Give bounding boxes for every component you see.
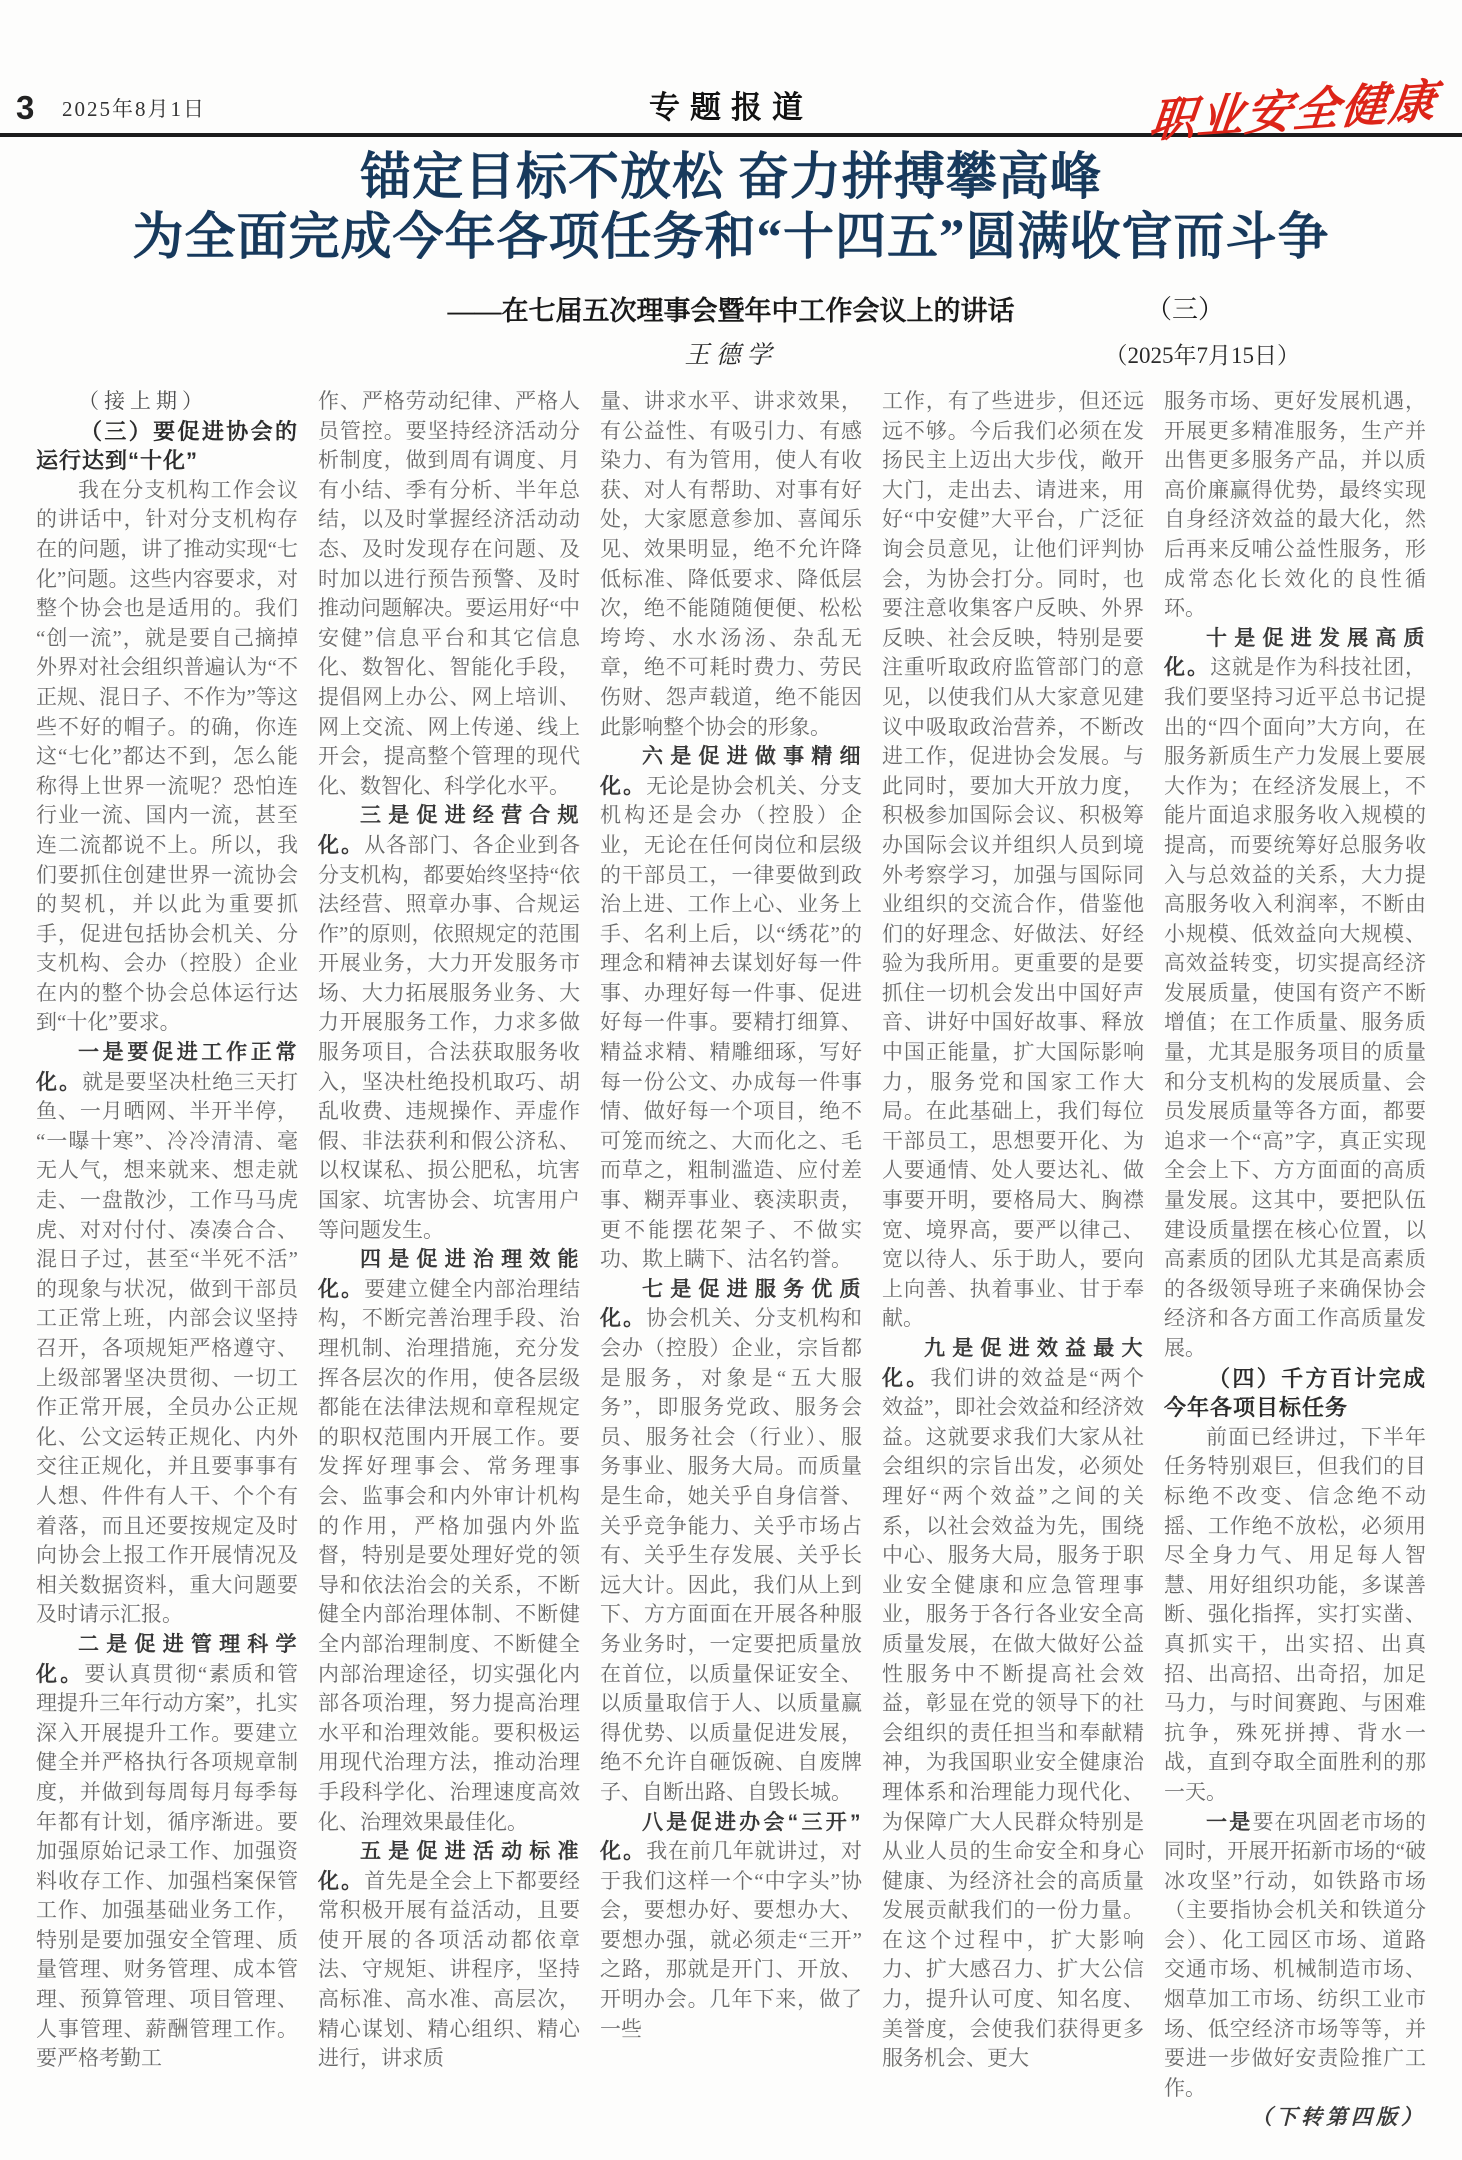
continued-paragraph: 作、严格劳动纪律、严格人员管控。要坚持经济活动分析制度，做到周有调度、月有小结、季有分析、半年总结，以及时掌握经济活动动态、及时发现存在问题、及时加以进行预告预警、及时推动问题解决。要运用好“中安健”信息平台和其它信息化、数智化、智能化手段，提倡网上办公、网上培训、网上交流、网上传递、线上开会，提高整个管理的现代化、数智化、科学化水平。	[318, 389, 580, 798]
speech-date: （2025年7月15日）	[1104, 343, 1300, 368]
paragraph-lead: 一是要促进工作正常化。	[36, 1041, 298, 1094]
paragraph: 八是促进办会“三开”化。我在前几年就讲过，对于我们这样一个“中字头”协会，要想办好、要想办大、要想办强，就必须走“三开”之路，那就是开门、开放、开明办会。几年下来，做了一些	[600, 1810, 863, 2041]
article-column-5	[1164, 387, 1426, 2151]
author-name: 王德学	[684, 342, 778, 369]
continued-on-page-note: （下转第四版）	[1251, 2105, 1426, 2130]
paragraph: 九是促进效益最大化。我们讲的效益是“两个效益”，即社会效益和经济效益。这就要求我们大家从社会组织的宗旨出发，必须处理好“两个效益”之间的关系，以社会效益为先，围绕中心、服务大局，服务于职业安全健康和应急管理事业，服务于各行各业安全高质量发展，在做大做好公益性服务中不断提高社会效益，彰显在党的领导下的社会组织的责任担当和奉献精神，为我国职业安全健康治理体系和治理能力现代化、为保障广大人民群众特别是从业人员的生命安全和身心健康、为经济社会的高质量发展贡献我们的一份力量。在这个过程中，扩大影响力、扩大感召力、扩大公信力，提升认可度、知名度、美誉度，会使我们获得更多服务机会、更大	[882, 1337, 1145, 2071]
publication-date: 2025年8月1日	[62, 97, 206, 121]
page-header	[0, 0, 1462, 148]
speech-subtitle: ——在七届五次理事会暨年中工作会议上的讲话	[447, 296, 1015, 326]
paragraph: 二是促进管理科学化。要认真贯彻“素质和管理提升三年行动方案”，扎实深入开展提升工作。要建立健全并严格执行各项规章制度，并做到每周每月每季每年都有计划，循序渐进。要加强原始记录工作、加强资料收存工作、加强档案保管工作、加强基础业务工作，特别是要加强安全管理、质量管理、财务管理、成本管理、预算管理、项目管理、人事管理、薪酬管理工作。要严格考勤工	[36, 1632, 299, 2071]
paragraph: 三是促进经营合规化。从各部门、各企业到各分支机构，都要始终坚持“依法经营、照章办事、合规运作”的原则，依照规定的范围开展业务，大力开发服务市场、大力拓展服务业务、大力开展服务工作，力求多做服务项目，合法获取服务收入，坚决杜绝投机取巧、胡乱收费、违规操作、弄虚作假、非法获利和假公济私、以权谋私、损公肥私，坑害国家、坑害协会、坑害用户等问题发生。	[318, 804, 581, 1242]
paragraph: 一是要在巩固老市场的同时，开展开拓新市场的“破冰攻坚”行动，如铁路市场（主要指协会机关和铁道分会）、化工园区市场、道路交通市场、机械制造市场、烟草加工市场、纺织工业市场、低空经济市场等等，并要进一步做好安责险推广工作。	[1164, 1809, 1427, 2100]
article-columns	[0, 369, 1462, 2151]
article-column-2	[318, 387, 580, 2151]
paragraph-lead: 九是促进效益最大化。	[882, 1337, 1144, 1390]
continued-note: （接上期）	[78, 389, 208, 413]
installment-number: （三）	[1145, 295, 1224, 324]
paragraph: 七是促进服务优质化。协会机关、分支机构和会办（控股）企业，宗旨都是服务，对象是“五大服务”，即服务党政、服务会员、服务社会（行业）、服务事业、服务大局。而质量是生命，她关乎自身信誉、关乎竞争能力、关乎市场占有、关乎生存发展、关乎长远大计。因此，我们从上到下、方方面面在开展各种服务业务时，一定要把质量放在首位，以质量保证安全、以质量取信于人、以质量赢得优势、以质量促进发展，绝不允许自砸饭碗、自废牌子、自断出路、自毁长城。	[600, 1277, 863, 1804]
paragraph: 十是促进发展高质化。这就是作为科技社团，我们要坚持习近平总书记提出的“四个面向”大方向，在服务新质生产力发展上要展大作为；在经济发展上，不能片面追求服务收入规模的提高，而要统筹好总服务收入与总效益的关系，大力提高服务收入利润率，不断由小规模、低效益向大规模、高效益转变，切实提高经济发展质量，使国有资产不断增值；在工作质量、服务质量，尤其是服务项目的质量和分支机构的发展质量、会员发展质量等各方面，都要追求一个“高”字，真正实现全会上下、方方面面的高质量发展。这其中，要把队伍建设质量摆在核心位置，以高素质的团队尤其是高素质的各级领导班子来确保协会经济和各方面工作高质量发展。	[1164, 626, 1427, 1360]
newspaper-masthead-logo: 职业安全健康	[1147, 75, 1440, 148]
paragraph-lead: 二是促进管理科学化。	[36, 1632, 298, 1686]
section-heading: （三）要促进协会的运行达到“十化”	[36, 418, 298, 474]
section-heading: （四）千方百计完成今年各项目标任务	[1164, 1365, 1426, 1421]
continued-paragraph: 工作，有了些进步，但还远远不够。今后我们必须在发扬民主上迈出大步伐，敞开大门，走出去、请进来，用好“中安健”大平台，广泛征询会员意见，让他们评判协会，为协会打分。同时，也要注意收集客户反映、外界反映、社会反映，特别是要注重听取政府监管部门的意见，以使我们从大家意见建议中吸取政治营养，不断改进工作，促进协会发展。与此同时，要加大开放力度，积极参加国际会议、积极筹办国际会议并组织人员到境外考察学习，加强与国际同业组织的交流合作，借鉴他们的好理念、好做法、好经验为我所用。更重要的是要抓住一切机会发出中国好声音、讲好中国好故事、释放中国正能量，扩大国际影响力，服务党和国家工作大局。在此基础上，我们每位干部员工，思想要开化、为人要通情、处人要达礼、做事要开明，要格局大、胸襟宽、境界高，要严以律己、宽以待人、乐于助人，要向上向善、执着事业、甘于奉献。	[882, 389, 1144, 1331]
paragraph-lead: 五是促进活动标准化。	[318, 1840, 580, 1893]
paragraph-lead: 十是促进发展高质化。	[1164, 626, 1426, 680]
paragraph: 六是促进做事精细化。无论是协会机关、分支机构还是会办（控股）企业，无论在任何岗位和层级的干部员工，一律要做到政治上进、工作上心、业务上手、名利上后，以“绣花”的理念和精神去谋划好每一件事、办理好每一件事、促进好每一件事。要精打细算、精益求精、精雕细琢，写好每一份公文、办成每一件事情、做好每一个项目，绝不可笼而统之、大而化之、毛而草之，粗制滥造、应付差事、糊弄事业、亵渎职责，更不能摆花架子、不做实功、欺上瞒下、沽名钓誉。	[600, 745, 863, 1272]
headline-line1: 锚定目标不放松 奋力拼搏攀高峰	[360, 150, 1102, 206]
section-title: 专题报道	[649, 90, 813, 125]
paragraph-lead: 六是促进做事精细化。	[600, 745, 862, 798]
continued-paragraph: 服务市场、更好发展机遇，开展更多精准服务，生产并出售更多服务产品，并以质高价廉赢得优势，最终实现自身经济效益的最大化，然后再来反哺公益性服务，形成常态化长效化的良性循环。	[1164, 389, 1426, 621]
paragraph-lead: 一是	[1206, 1810, 1253, 1834]
article-column-1	[36, 387, 298, 2151]
subtitle-row	[0, 289, 1462, 325]
headline-line2: 为全面完成今年各项任务和“十四五”圆满收官而斗争	[132, 210, 1330, 266]
paragraph: 五是促进活动标准化。首先是全会上下都要经常积极开展有益活动，且要使开展的各项活动都依章法、守规矩、讲程序，坚持高标准、高水准、高层次，精心谋划、精心组织、精心进行，讲求质	[318, 1840, 581, 2071]
paragraph-lead: 七是促进服务优质化。	[600, 1277, 862, 1331]
paragraph-lead: 三是促进经营合规化。	[318, 804, 580, 857]
continued-paragraph: 量、讲求水平、讲求效果，有公益性、有吸引力、有感染力、有为管用，使人有收获、对人有帮助、对事有好处，大家愿意参加、喜闻乐见、效果明显，绝不允许降低标准、降低要求、降低层次，绝不能随随便便、松松垮垮、水水汤汤、杂乱无章，绝不可耗时费力、劳民伤财、怨声载道，绝不能因此影响整个协会的形象。	[600, 389, 862, 739]
page-number: 3	[16, 89, 35, 126]
paragraph: 我在分支机构工作会议的讲话中，针对分支机构存在的问题，讲了推动实现“七化”问题。这些内容要求，对整个协会也是适用的。我们“创一流”，就是要自己摘掉外界对社会组织普遍认为“不正规、混日子、不作为”等这些不好的帽子。的确，你连这“七化”都达不到，怎么能称得上世界一流呢？恐怕连行业一流、国内一流，甚至连二流都说不上。所以，我们要抓住创建世界一流协会的契机，并以此为重要抓手，促进包括协会机关、分支机构、会办（控股）企业在内的整个协会总体运行达到“十化”要求。	[36, 477, 298, 1035]
headline-block	[0, 137, 1462, 369]
article-column-4	[882, 387, 1144, 2151]
paragraph: 一是要促进工作正常化。就是要坚决杜绝三天打鱼、一月晒网、半开半停，“一曝十寒”、冷冷清清、毫无人气，想来就来、想走就走、一盘散沙，工作马马虎虎、对对付付、凑凑合合、混日子过，甚至“半死不活”的现象与状况，做到干部员工正常上班，内部会议坚持召开，各项规矩严格遵守、上级部署坚决贯彻、一切工作正常开展，全员办公正规化、公文运转正规化、内外交往正规化，并且要事事有人想、件件有人干、个个有着落，而且还要按规定及时向协会上报工作开展情况及相关数据资料，重大问题要及时请示汇报。	[36, 1041, 299, 1627]
paragraph: 四是促进治理效能化。要建立健全内部治理结构，不断完善治理手段、治理机制、治理措施，充分发挥各层次的作用，使各层级都能在法律法规和章程规定的职权范围内开展工作。要发挥好理事会、常务理事会、监事会和内外审计机构的作用，严格加强内外监督，特别是要处理好党的领导和依法治会的关系，不断健全内部治理体制、不断健全内部治理制度、不断健全内部治理途径，切实强化内部各项治理，努力提高治理水平和治理效能。要积极运用现代治理方法，推动治理手段科学化、治理速度高效化、治理效果最佳化。	[318, 1248, 581, 1834]
byline-row	[0, 335, 1462, 369]
paragraph: 前面已经讲过，下半年任务特别艰巨，但我们的目标绝不改变、信念绝不动摇、工作绝不放松，必须用尽全身力气、用足每人智慧、用好组织功能，多谋善断、强化指挥，实打实凿、真抓实干，出实招、出真招、出高招、出奇招，加足马力，与时间赛跑、与困难抗争，殊死拼搏、背水一战，直到夺取全面胜利的那一天。	[1164, 1424, 1426, 1804]
article-column-3	[600, 387, 862, 2151]
paragraph-lead: 八是促进办会“三开”化。	[600, 1810, 862, 1864]
paragraph-lead: 四是促进治理效能化。	[318, 1248, 580, 1301]
